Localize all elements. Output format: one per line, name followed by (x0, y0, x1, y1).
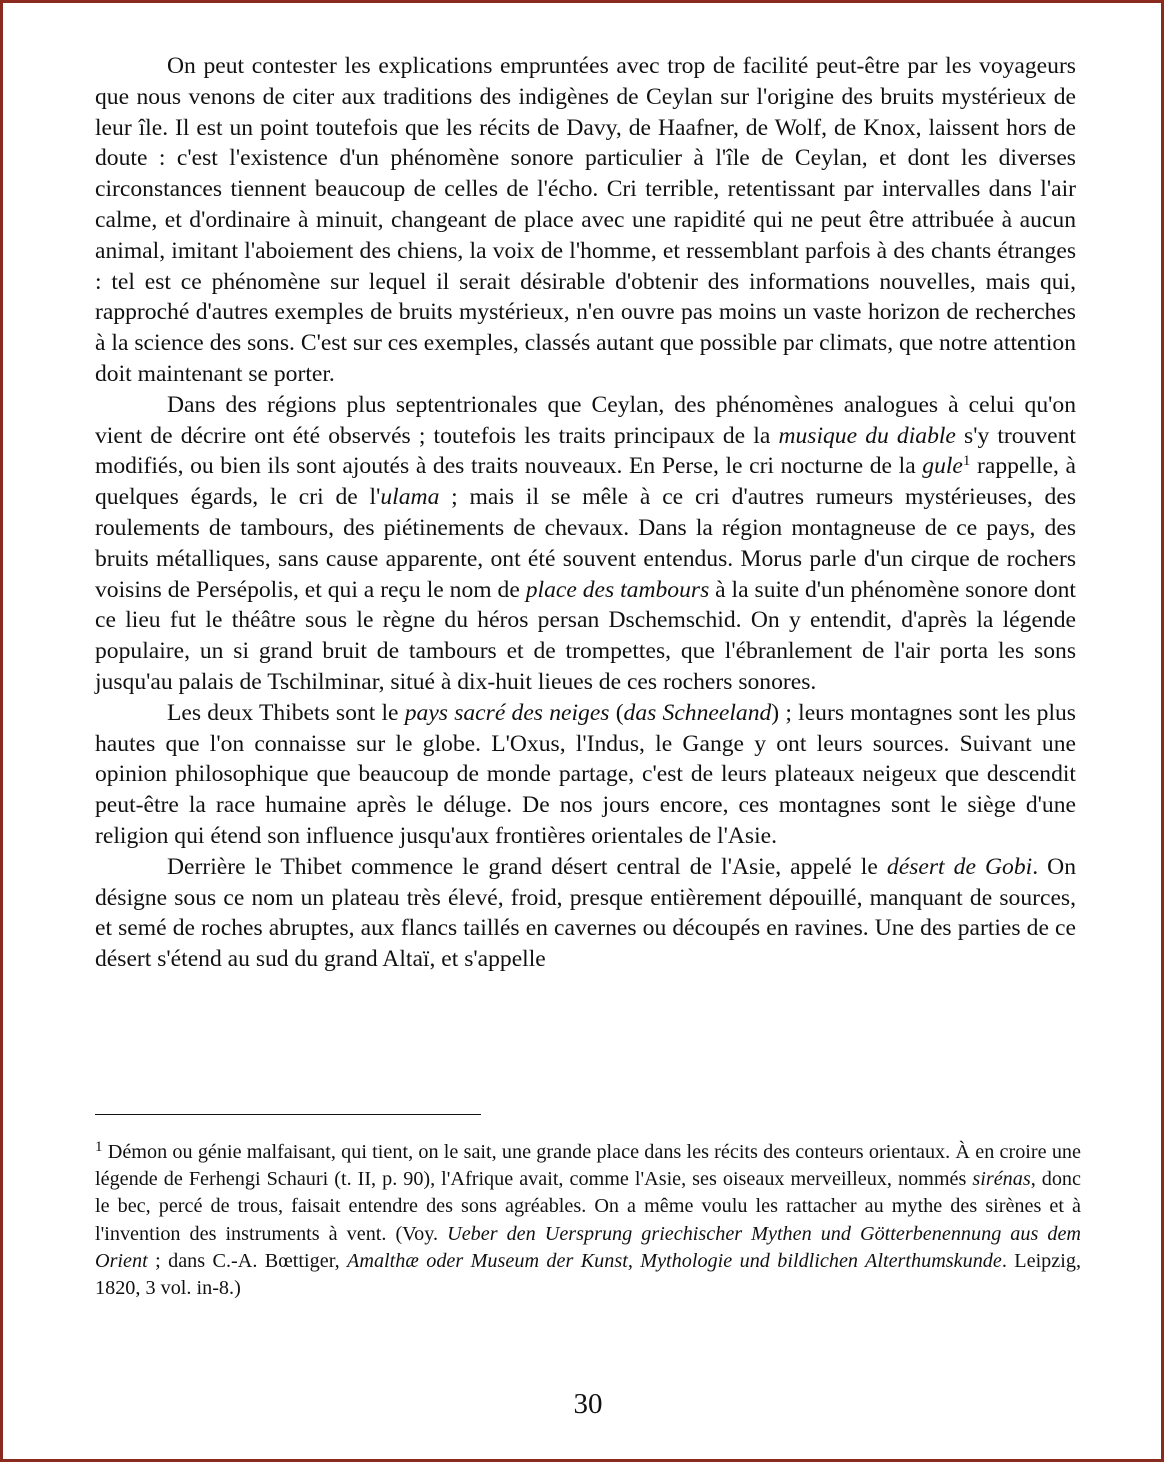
paragraph-2-text: Dans des régions plus septentrionales que Ceylan, des phénomènes analogues à celui qu'on vient de décrire ont été observés ; toutefois les traits principaux de la (95, 391, 1076, 449)
term-musique-du-diable: musique du diable (778, 422, 956, 449)
body-text (95, 51, 1076, 975)
footnote-text: ; dans C.-A. Bœttiger, (147, 1249, 348, 1272)
paragraph-2-text: s'y trouvent modifiés, ou bien ils sont ajoutés à des traits nouveaux. En Perse, le cri nocturne de la (95, 422, 1076, 480)
paragraph-1: On peut contester les explications empruntées avec trop de facilité peut-être par les voyageurs que nous venons de citer aux traditions des indigènes de Ceylan sur l'origine des bruits mystérieux de leur île. Il est un point toutefois que les récits de Davy, de Haafner, de Wolf, de Knox, laissent hors de doute : c'est l'existence d'un phénomène sonore particulier à l'île de Ceylan, et dont les diverses circonstances tiennent beaucoup de celles de l'écho. Cri terrible, retentissant par intervalles dans l'air calme, et d'ordinaire à minuit, changeant de place avec une rapidité qui ne peut être attribuée à aucun animal, imitant l'aboiement des chiens, la voix de l'homme, et ressemblant parfois à des chants étranges : tel est ce phénomène sur lequel il serait désirable d'obtenir des informations nouvelles, mais qui, rapproché d'autres exemples de bruits mystérieux, n'en ouvre pas moins un vaste horizon de recherches à la science des sons. C'est sur ces exemples, classés autant que possible par climats, que notre attention doit maintenant se porter. (95, 53, 1076, 387)
footnote-marker: 1 (95, 1139, 103, 1155)
term-desert-de-gobi: désert de Gobi (886, 853, 1033, 880)
cited-title-ueber-den-uersprung: Ueber den Uersprung griechischer Mythen und Götterbenennung aus dem Orient (95, 1222, 1082, 1272)
footnote (95, 1139, 1081, 1302)
paragraph-3-text: ) ; leurs montagnes sont les plus hautes que l'on connaisse sur le globe. L'Oxus, l'Indus, le Gange y ont leurs sources. Suivant une opinion philosophique que beaucoup de monde partage, c'est de leurs plateaux neigeux que descendit peut-être la race humaine après le déluge. De nos jours encore, ces montagnes sont le siège d'une religion qui étend son influence jusqu'aux frontières orientales de l'Asie. (95, 699, 1076, 849)
paragraph-2-text: ; mais il se mêle à ce cri d'autres rumeurs mystérieuses, des roulements de tambours, des piétinements de chevaux. Dans la région montagneuse de ce pays, des bruits métalliques, sans cause apparente, ont été souvent entendus. Morus parle d'un cirque de rochers voisins de Persépolis, et qui a reçu le nom de (95, 484, 1076, 603)
cited-title-amalthae: Amalthæ oder Museum der Kunst, Mythologie und bildlichen Alterthumskunde (347, 1249, 1002, 1272)
paragraph-3-text: ( (609, 699, 624, 726)
term-place-des-tambours: place des tambours (525, 576, 710, 603)
footnote-text: Démon ou génie malfaisant, qui tient, on le sait, une grande place dans les récits des conteurs orientaux. À en croire une légende de Ferhengi Schauri (t. II, p. 90), l'Afrique avait, comme l'Asie, ses oiseaux merveilleux, nommés (95, 1141, 1081, 1191)
page-number: 30 (573, 1388, 603, 1420)
paragraph-3 (95, 698, 1076, 852)
paragraph-3-text: Les deux Thibets sont le (167, 699, 405, 726)
paragraph-2-text: à la suite d'un phénomène sonore dont ce lieu fut le théâtre sous le règne du héros persan Dschemschid. On y entendit, d'après la légende populaire, un si grand bruit de tambours et de trompettes, que l'ébranlement de l'air porta les sons jusqu'au palais de Tschilminar, situé à dix-huit lieues de ces rochers sonores. (95, 576, 1076, 695)
footnote-reference[interactable]: 1 (962, 453, 971, 470)
paragraph-4 (95, 852, 1076, 975)
term-gule: gule (922, 453, 963, 480)
paragraph-2-text: rappelle, à quelques égards, le cri de l' (95, 453, 1076, 511)
paragraph-2 (95, 390, 1076, 698)
footnote-separator (95, 1114, 481, 1115)
footnote-text: . Leipzig, 1820, 3 vol. in-8.) (95, 1249, 1081, 1300)
paragraph-4-text: . On désigne sous ce nom un plateau très élevé, froid, presque entièrement dépouillé, manquant de sources, et semé de roches abruptes, aux flancs taillés en cavernes ou découpés en ravines. Une des parties de ce désert s'étend au sud du grand Altaï, et s'appelle (95, 853, 1076, 973)
paragraph-4-text: Derrière le Thibet commence le grand désert central de l'Asie, appelé le (167, 853, 887, 880)
term-pays-sacre-des-neiges: pays sacré des neiges (404, 699, 610, 726)
term-das-schneeland: das Schneeland (623, 699, 772, 726)
footnote-text: , donc le bec, percé de trous, faisait entendre des sons agréables. On a même voulu les rattacher au mythe des sirènes et à l'invention des instruments à vent. (Voy. (95, 1168, 1081, 1245)
term-sirenas: sirénas (972, 1168, 1031, 1191)
term-ulama: ulama (380, 484, 440, 511)
